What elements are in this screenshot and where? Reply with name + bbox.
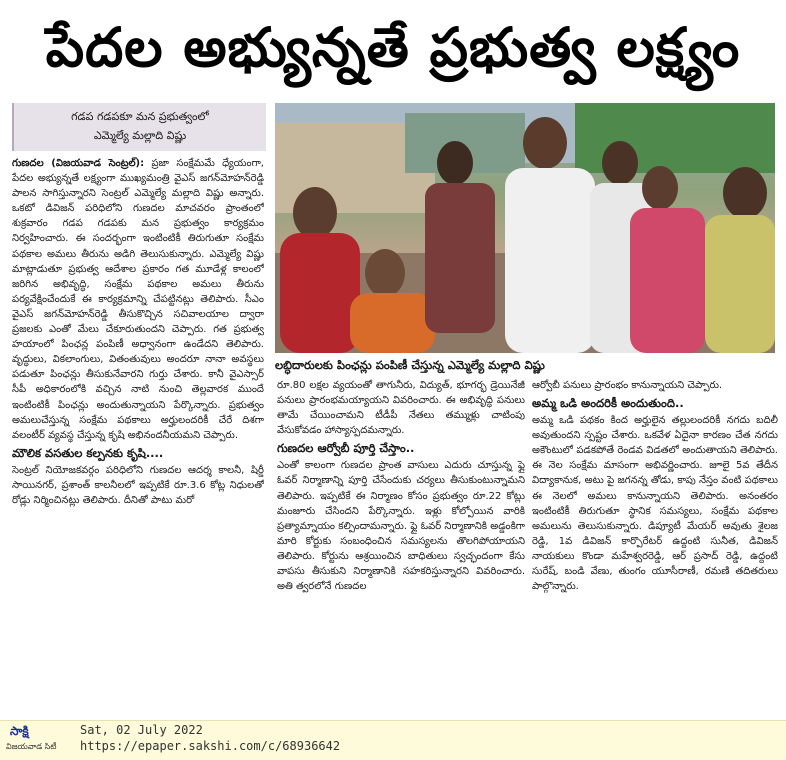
article-paragraph: రూ.80 లక్షల వ్యయంతో తాగునీరు, విద్యుత్, భూగర్భ డ్రెయినేజీ పనులు ప్రారంభమయ్యాయని వివరించారు. ఈ అభివృద్ధి పనులు తామే చేయించామని టీడీపీ నేతలు తమ్ముళ్లు చాటింపు వేసుకోవడం హాస్యాస్పదమన్నారు. <box>277 380 525 437</box>
article-paragraph: అమ్మ ఒడి పథకం కింద అర్హులైన తల్లులందరికీ నగదు బదిలీ అవుతుందని స్పష్టం చేశారు. ఒకవేళ ఏదైనా కారణం చేత నగదు అకౌంటులో పడకపోతే రెండవ విడతలో అందుతాయని తెలిపారు. ఈ నెల సంక్షేమ మాసంగా అభివర్ణించారు. జూలై 5వ తేదీన విద్యాకానుక, అటు పై జగనన్న తోడు, కాపు నేస్తం వంటి పథకాలు ఈ నెలలో అమలు కానున్నాయని తెలిపారు. అనంతరం ఇంటింటికీ తిరుగుతూ స్థానిక సమస్యలు, సంక్షేమ పథకాల అమలును తెలుసుకున్నారు. డిప్యూటీ మేయర్ అవుతు శైలజ రెడ్డి, 1వ డివిజన్ కార్పొరేటర్ ఉద్దంటి సునీత, డివిజన్ నాయకులు కొండా మహేశ్వరరెడ్డి, ఆర్ ప్రసాద్ రెడ్డి, ఉద్దంటి సురేష్, బండి వేణు, తుంగం యూసీరాణీ, రమణి తదితరులు పాల్గొన్నారు. <box>532 415 778 593</box>
logo-text: సాక్షి <box>10 724 29 738</box>
photo-caption: లబ్ధిదారులకు పింఛన్లు పంపిణీ చేస్తున్న ఎమ్మెల్యే మల్లాది విష్ణు <box>275 358 545 372</box>
article-paragraph: ఎంతో కాలంగా గుణదల ప్రాంత వాసులు ఎదురు చూస్తున్న ఫ్లై ఓవర్ నిర్మాణాన్ని పూర్తి చేసేందుకు చర్యలు తీసుకుంటున్నామని తెలిపారు. ఇప్పటికే ఈ నిర్మాణం కోసం ప్రభుత్వం రూ.22 కోట్లు మంజూరు చేసిందని పేర్కొన్నారు. ఇళ్లు కోల్పోయిన వారికి ప్రత్యామ్నాయం కల్పిందామన్నారు. ఫ్లై ఓవర్ నిర్మాణానికి అడ్డంకిగా మారి కోర్టుకు సంబంధించిన సమస్యలను తొలగిపోయాయని తెలిపారు. కోర్టును ఆశ్రయించిన బాధితులు స్వచ్ఛందంగా కేసు వాపసు తీసుకుని నిర్మాణానికి సహకరిస్తున్నారని వివరించారు. అతి త్వరలోనే గుణదల <box>277 460 525 593</box>
news-photo-illustration <box>275 103 775 353</box>
headline: పేదల అభ్యున్నతే ప్రభుత్వ లక్ష్యం <box>45 16 741 79</box>
article-column-1 <box>12 156 264 711</box>
publication-date: Sat, 02 July 2022 <box>80 723 203 737</box>
section-heading: గుణదల ఆర్వోబీ పూర్తి చేస్తాం.. <box>277 441 415 456</box>
section-heading: అమ్మ ఒడి అందరికీ అందుతుంది.. <box>532 396 684 411</box>
article-paragraph: సెంట్రల్ నియోజకవర్గం పరిధిలోని గుణదల ఆదర్శ కాలనీ, షిర్డీ సాయినగర్, ప్రశాంత్ కాలనీలలో ఇప్పటికే రూ.3.6 కోట్ల నిధులతో రోడ్లు నిర్మించినట్లు తెలిపారు. దీనితో పాటు మరో <box>12 464 264 506</box>
news-photo <box>275 103 775 353</box>
article-paragraph <box>12 156 264 443</box>
article-column-3 <box>532 378 778 712</box>
article-paragraph: ఆర్వోబీ పనులు ప్రారంభం కానున్నాయని చెప్పారు. <box>532 380 723 391</box>
sakshi-logo <box>4 724 76 755</box>
article-column-2 <box>277 378 525 712</box>
epaper-link[interactable]: https://epaper.sakshi.com/c/68936642 <box>80 739 341 753</box>
subheadline-box <box>12 103 266 151</box>
dateline: గుణదల (విజయవాడ సెంట్రల్): <box>12 158 145 169</box>
section-heading: మౌలిక వసతుల కల్పనకు కృషి.... <box>12 445 164 460</box>
paragraph-text: ప్రజా సంక్షేమమే ధ్యేయంగా, పేదల అభ్యున్నతే లక్ష్యంగా ముఖ్యమంత్రి వైఎస్ జగన్‌మోహన్‌రెడ్డి పాలన సాగిస్తున్నారని సెంట్రల్ ఎమ్మెల్యే మల్లాది విష్ణు అన్నారు. ఒకటో డివిజన్ పరిధిలోని గుణదల మాచవరం ప్రాంతంలో శుక్రవారం గడప గడపకు మన ప్రభుత్వం కార్యక్రమం నిర్వహించారు. ఈ సందర్భంగా ఇంటింటికీ తిరుగుతూ సంక్షేమ పథకాల అమలు తీరును అడిగి తెలుసుకున్నారు. ఎమ్మెల్యే విష్ణు మాట్లాడుతూ ప్రభుత్వ ఆదేశాల ప్రకారం గత మూడేళ్ల కాలంలో జరిగిన అభివృద్ధి, సంక్షేమ పథకాల అమలు తీరును పర్యవేక్షించేందుకే ఈ కార్యక్రమాన్ని చేపట్టినట్లు తెలిపారు. సీఎం వైఎస్ జగన్‌మోహన్‌రెడ్డి తీసుకొచ్చిన సచివాలయాల ద్వారా ప్రజలకు ఎంతో మేలు చేకూరుతుందని చెప్పారు. గత ప్రభుత్వ హయాంలో పింఛన్ల పంపిణీ అధ్వానంగా ఉండేదని తెలిపారు. వృద్ధులు, వికలాంగులు, వితంతువులు అందరూ నానా అవస్థలు పడుతూ పింఛన్లు తీసుకునేవారని గుర్తు చేశారు. కానీ వైఎస్సార్ సీపీ అధికారంలోకి వచ్చిన నాటి నుంచి తెల్లవారక ముందే ఇంటింటికీ పింఛన్లు అందుతున్నాయని పేర్కొన్నారు. ప్రభుత్వం అమలుచేస్తున్న సంక్షేమ పథకాలు అర్హులందరికీ చేరే దిశగా వలంటీర్ వ్యవస్థ చేస్తున్న కృషి అభినందనీయమని చెప్పారు. <box>12 158 264 441</box>
logo-subtext: విజయవాడ సిటీ <box>6 742 57 751</box>
subheadline-line-1: గడప గడపకూ మన ప్రభుత్వంలో <box>71 110 209 123</box>
subheadline-line-2: ఎమ్మెల్యే మల్లాది విష్ణు <box>93 129 187 142</box>
